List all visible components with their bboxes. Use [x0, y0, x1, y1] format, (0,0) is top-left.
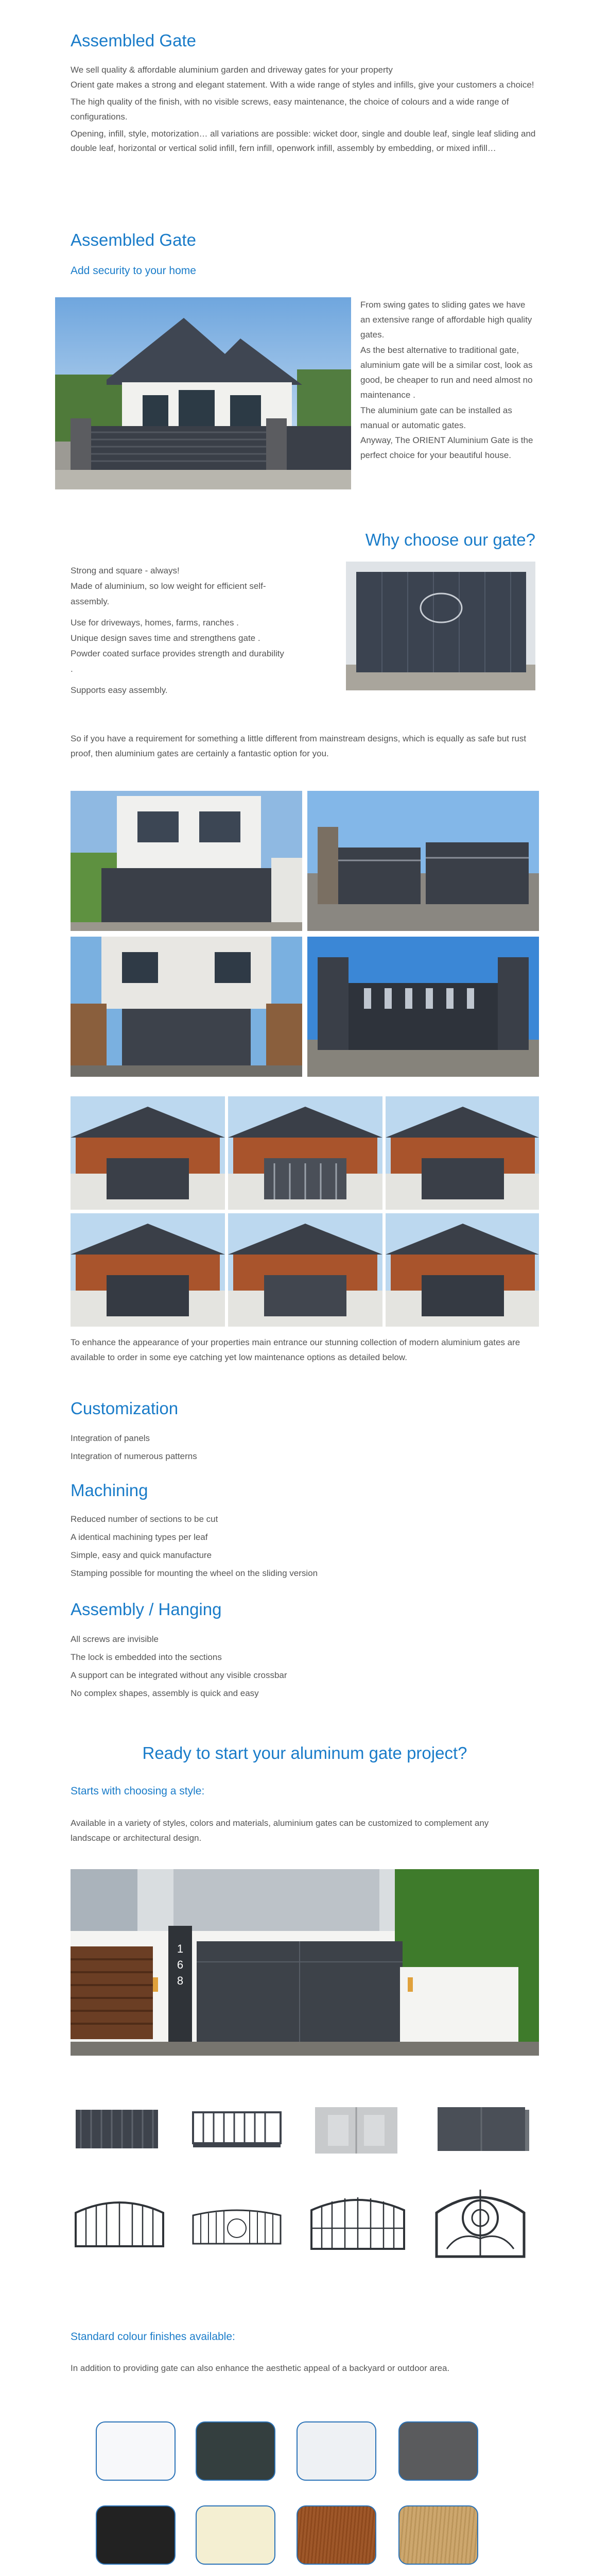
intro-p1: We sell quality & affordable aluminium garden and driveway gates for your property — [71, 65, 393, 75]
colour-swatch-4 — [398, 2421, 478, 2481]
render-photo-4 — [71, 1213, 225, 1327]
assembly-item-3: A support can be integrated without any visible crossbar — [71, 1670, 287, 1680]
gate-thumb-6 — [188, 2190, 286, 2251]
render-photo-1 — [71, 1096, 225, 1210]
why-line-5: Powder coated surface provides strength and durability . — [71, 648, 284, 674]
machining-list — [71, 1511, 534, 1582]
house-number: 1 6 8 — [177, 1942, 184, 1987]
colour-swatch-1 — [96, 2421, 176, 2481]
render-photo-5 — [228, 1213, 382, 1327]
intro-title: Assembled Gate — [71, 31, 196, 50]
machining-item-4: Stamping possible for mounting the wheel on the sliding version — [71, 1568, 318, 1578]
gallery-photo-3 — [71, 937, 302, 1077]
customization-item-1: Integration of panels — [71, 1433, 150, 1443]
gate-thumb-2 — [188, 2099, 286, 2161]
gate-thumb-7 — [306, 2187, 409, 2254]
machining-item-3: Simple, easy and quick manufacture — [71, 1550, 212, 1560]
assembly-list — [71, 1631, 534, 1702]
why-line-2: Made of aluminium, so low weight for efficient self-assembly. — [71, 581, 266, 606]
intro-p2: Orient gate makes a strong and elegant statement. With a wide range of styles and infills, give your customers a choice! — [71, 79, 534, 90]
section2-p2: As the best alternative to traditional gate, aluminium gate will be a similar cost, look as good, be cheaper to run and need almost no maintenance . — [360, 345, 533, 400]
machining-title: Machining — [71, 1481, 148, 1500]
assembly-title: Assembly / Hanging — [71, 1600, 222, 1619]
why-line-1: Strong and square - always! — [71, 566, 180, 575]
gallery-photo-4 — [307, 937, 539, 1077]
section2-p4: Anyway, The ORIENT Aluminium Gate is the perfect choice for your beautiful house. — [360, 435, 533, 461]
gallery-photo-1 — [71, 791, 302, 931]
machining-item-2: A identical machining types per leaf — [71, 1532, 208, 1542]
colour-swatch-3 — [297, 2421, 376, 2481]
ready-title: Ready to start your aluminum gate project? — [142, 1743, 467, 1762]
enhance-text: To enhance the appearance of your properties main entrance our stunning collection of modern aluminium gates are available to order in some eye catching yet low maintenance options as detailed below. — [71, 1337, 520, 1362]
gate-thumb-1 — [71, 2099, 163, 2161]
render-photo-2 — [228, 1096, 382, 1210]
why-line-3: Use for driveways, homes, farms, ranches . — [71, 618, 239, 628]
modern-gate-photo — [71, 1869, 539, 2056]
assembly-item-4: No complex shapes, assembly is quick and easy — [71, 1688, 259, 1698]
render-photo-3 — [386, 1096, 539, 1210]
colours-text: In addition to providing gate can also enhance the aesthetic appeal of a backyard or outdoor area. — [71, 2363, 450, 2373]
colour-swatch-7 — [297, 2505, 376, 2565]
section2-subtitle: Add security to your home — [71, 265, 196, 277]
section2-p1: From swing gates to sliding gates we have an extensive range of affordable high quality gates. — [360, 300, 532, 340]
why-line-6: Supports easy assembly. — [71, 685, 168, 696]
colour-swatch-8 — [398, 2505, 478, 2565]
gate-thumb-3 — [310, 2099, 403, 2161]
ready-subtitle: Starts with choosing a style: — [71, 1785, 205, 1797]
colour-swatch-2 — [196, 2421, 275, 2481]
assembly-item-1: All screws are invisible — [71, 1634, 159, 1644]
section2-title: Assembled Gate — [71, 230, 196, 249]
intro-text — [71, 63, 536, 156]
gate-thumb-4 — [432, 2099, 530, 2161]
customization-list — [71, 1430, 534, 1466]
section2-text — [360, 297, 535, 463]
why-after: So if you have a requirement for something a little different from mainstream designs, which is equally as safe but rust proof, then aluminium gates are certainly a fantastic option for you. — [71, 734, 527, 758]
machining-item-1: Reduced number of sections to be cut — [71, 1514, 218, 1524]
gate-thumb-5 — [71, 2187, 168, 2254]
customization-item-2: Integration of numerous patterns — [71, 1451, 197, 1461]
intro-p4: Opening, infill, style, motorization… all variations are possible: wicket door, single and double leaf, single leaf sliding and double leaf, horizontal or vertical solid infill, fern infill, openwork infill, assembly by embedding, or mixed infill… — [71, 128, 536, 154]
why-list — [71, 563, 287, 698]
gate-closeup-photo — [346, 562, 535, 690]
ready-text: Available in a variety of styles, colors and materials, aluminium gates can be customized to complement any landscape or architectural design. — [71, 1818, 489, 1843]
colour-swatch-5 — [96, 2505, 176, 2565]
section2-p3: The aluminium gate can be installed as manual or automatic gates. — [360, 405, 512, 430]
house-gate-photo — [55, 297, 351, 489]
why-line-4: Unique design saves time and strengthens gate . — [71, 633, 260, 643]
customization-title: Customization — [71, 1399, 179, 1418]
intro-p3: The high quality of the finish, with no visible screws, easy maintenance, the choice of colours and a wide range of configurations. — [71, 96, 509, 122]
colour-swatch-6 — [196, 2505, 275, 2565]
colours-title: Standard colour finishes available: — [71, 2331, 235, 2343]
render-photo-6 — [386, 1213, 539, 1327]
gallery-photo-2 — [307, 791, 539, 931]
gate-thumb-8 — [429, 2182, 532, 2259]
why-title: Why choose our gate? — [365, 530, 535, 549]
assembly-item-2: The lock is embedded into the sections — [71, 1652, 222, 1662]
